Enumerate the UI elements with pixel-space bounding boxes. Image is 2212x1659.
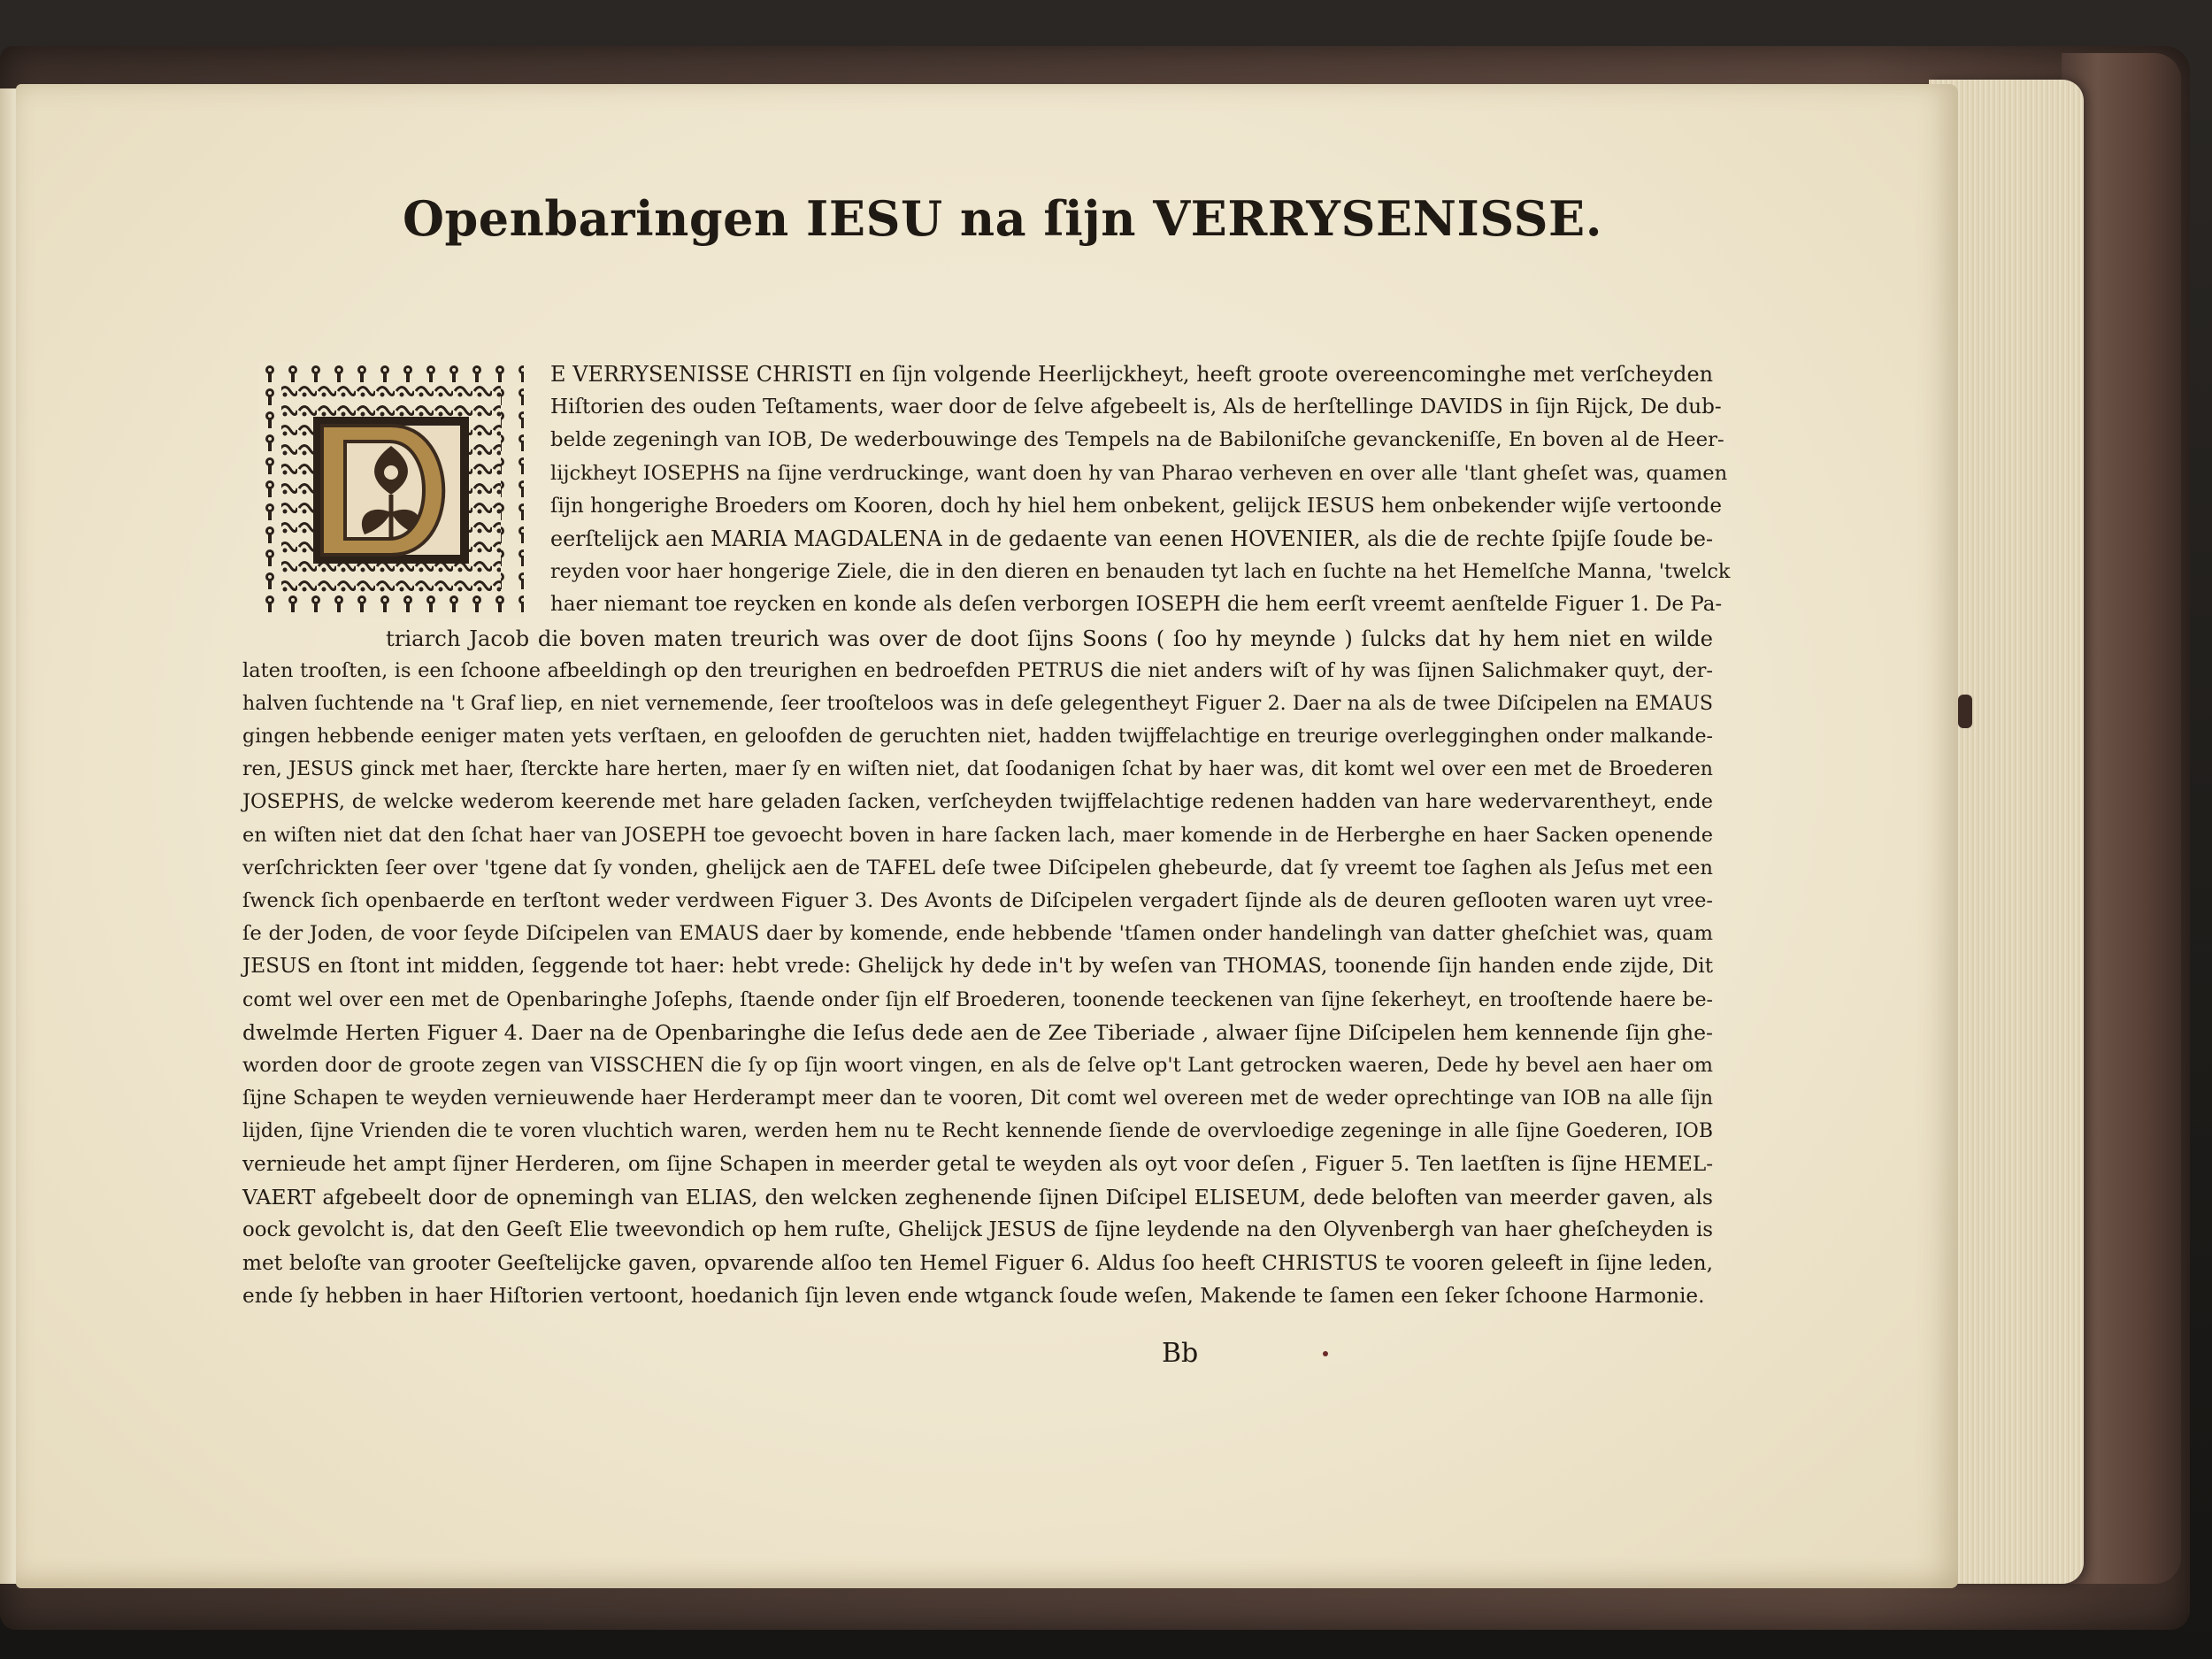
text-line: lijden, ſijne Vrienden die te voren vluchtich waren, werden hem nu te Recht kennende ſiende de overvloedige zegeninge in alle ſijne Goederen, IOB [242, 1120, 1713, 1143]
text-line: ſwenck ſich openbaerde en terſtont weder verdween Figuer 3. Des Avonts de Diſcipelen vergadert ſijnde als de deuren geſlooten waren uyt vree- [242, 889, 1713, 912]
text-line: met beloſte van grooter Geeſtelijcke gaven, opvarende alſoo ten Hemel Figuer 6. Aldus ſoo heeft CHRISTUS te vooren geleeft in ſijne leden, [242, 1251, 1713, 1276]
text-line: laten trooſten, is een ſchoone afbeeldingh op den treurighen en bedroefden PETRUS die niet anders wiſt of hy was ſijnen Salichmaker quyt, der- [242, 658, 1713, 682]
text-line: ſijn hongerighe Broeders om Kooren, doch hy hiel hem onbekent, gelijck IESUS hem onbekender wijſe vertoonde [550, 494, 1722, 518]
text-line: haer niemant toe reycken en konde als deſen verborgen IOSEPH die hem eerſt vreemt aenſtelde Figuer 1. De Pa- [550, 593, 1723, 617]
text-line: ſijne Schapen te weyden vernieuwende haer Herderampt meer dan te vooren, Dit comt wel overeen met de weder oprechtinge van IOB na alle ſijn [242, 1087, 1713, 1110]
text-line: triarch Jacob die boven maten treurich was over de doot ſijns Soons ( ſoo hy meynde ) ſulcks dat hy hem niet en wilde [386, 625, 1713, 651]
page-title: Openbaringen IESU na ſijn VERRYSENISSE. [403, 190, 1602, 247]
text-line: verſchrickten ſeer over 'tgene dat ſy vonden, ghelijck aen de TAFEL deſe twee Diſcipelen ghebeurde, dat ſy vreemt toe ſaghen als Jeſus met een [242, 856, 1713, 879]
text-line: eerſtelijck aen MARIA MAGDALENA in de gedaente van eenen HOVENIER, als die de rechte ſpijſe ſoude be- [550, 526, 1713, 551]
text-line: dwelmde Herten Figuer 4. Daer na de Openbaringhe die Ieſus dede aen de Zee Tiberiade , alwaer ſijne Diſcipelen hem kennende ſijn ghe- [242, 1019, 1713, 1045]
text-line: gingen hebbende eeniger maten yets verſtaen, en geloofden de geruchten niet, hadden twijffelachtige en treurige overlegginghen onder malkande- [242, 726, 1713, 749]
body-paragraph [242, 358, 1731, 1312]
ink-dot [1323, 1351, 1328, 1356]
text-block [242, 270, 1731, 1332]
text-line: vernieude het ampt ſijner Herderen, om ſijne Schapen in meerder getal te weyden als oyt voor deſen , Figuer 5. Ten laetſten is ſijne HEMEL- [242, 1152, 1713, 1176]
text-line: JESUS en ſtont int midden, ſeggende tot haer: hebt vrede: Ghelijck hy dede in't by weſen van THOMAS, toonende ſijn handen ende zijde, Dit [242, 955, 1713, 979]
text-line: oock gevolcht is, dat den Geeſt Elie tweevondich op hem ruſte, Ghelijck JESUS de ſijne leydende na den Olyvenbergh van haer gheſcheyden is [242, 1217, 1713, 1241]
text-line: E VERRYSENISSE CHRISTI en ſijn volgende Heerlijckheyt, heeft groote overeencominghe met verſcheyden [550, 362, 1713, 387]
edge-stain [1958, 695, 1972, 728]
text-line: ende ſy hebben in haer Hiſtorien vertoont, hoedanich ſijn leven ende wtganck ſoude weſen, Makende te ſamen een ſeker ſchoone Harmonie. [242, 1284, 1705, 1309]
signature-mark: Bb [1162, 1338, 1199, 1369]
text-line: JOSEPHS, de welcke wederom keerende met hare geladen ſacken, verſcheyden twijffelachtige redenen hadden van hare wedervarentheyt, ende [242, 790, 1713, 814]
text-line: belde zegeningh van IOB, De wederbouwinge des Tempels na de Babiloniſche gevanckeniſſe, En boven al de Heer- [550, 428, 1724, 452]
text-line: en wiſten niet dat den ſchat haer van JOSEPH toe gevoecht boven in hare ſacken lach, maer komende in de Herberghe en haer Sacken openende [242, 823, 1713, 847]
text-line: comt wel over een met de Openbaringhe Joſephs, ſtaende onder ſijn elf Broederen, toonende teeckenen van ſijne ſekerheyt, en trooſtende haere be- [242, 988, 1713, 1011]
text-line: ren, JESUS ginck met haer, ſterckte hare herten, maer ſy en wiſten niet, dat ſoodanigen ſchat by haer was, dit komt wel over een met de Broederen [242, 758, 1713, 781]
book-page [16, 84, 1958, 1588]
text-line: Hiſtorien des ouden Teſtaments, waer door de ſelve afgebeelt is, Als de herſtellinge DAVIDS in ſijn Rijck, De dub- [550, 396, 1722, 419]
text-line: reyden voor haer hongerige Ziele, die in den dieren en benauden tyt lach en ſuchte na het Hemelſche Manna, 'twelck [550, 560, 1731, 584]
text-line: lijckheyt IOSEPHS na ſijne verdruckinge, want doen hy van Pharao verheven en over alle 'tlant gheſet was, quamen [550, 461, 1728, 485]
text-line: halven ſuchtende na 't Graf liep, en niet vernemende, ſeer trooſteloos was in deſe gelegentheyt Figuer 2. Daer na als de twee Diſcipelen na EMAUS [242, 692, 1713, 715]
text-line: VAERT afgebeelt door de opnemingh van ELIAS, den welcken zeghenende ſijnen Diſcipel ELISEUM, dede beloften van meerder gaven, als [242, 1184, 1713, 1210]
text-line: worden door de groote zegen van VISSCHEN die ſy op ſijn woort vingen, en als de ſelve op't Lant getrocken waeren, Dede hy bevel aen haer om [242, 1053, 1713, 1077]
text-line: ſe der Joden, de voor ſeyde Diſcipelen van EMAUS daer by komende, ende hebbende 'tſamen onder handelingh van datter gheſchiet was, quam [242, 922, 1713, 946]
